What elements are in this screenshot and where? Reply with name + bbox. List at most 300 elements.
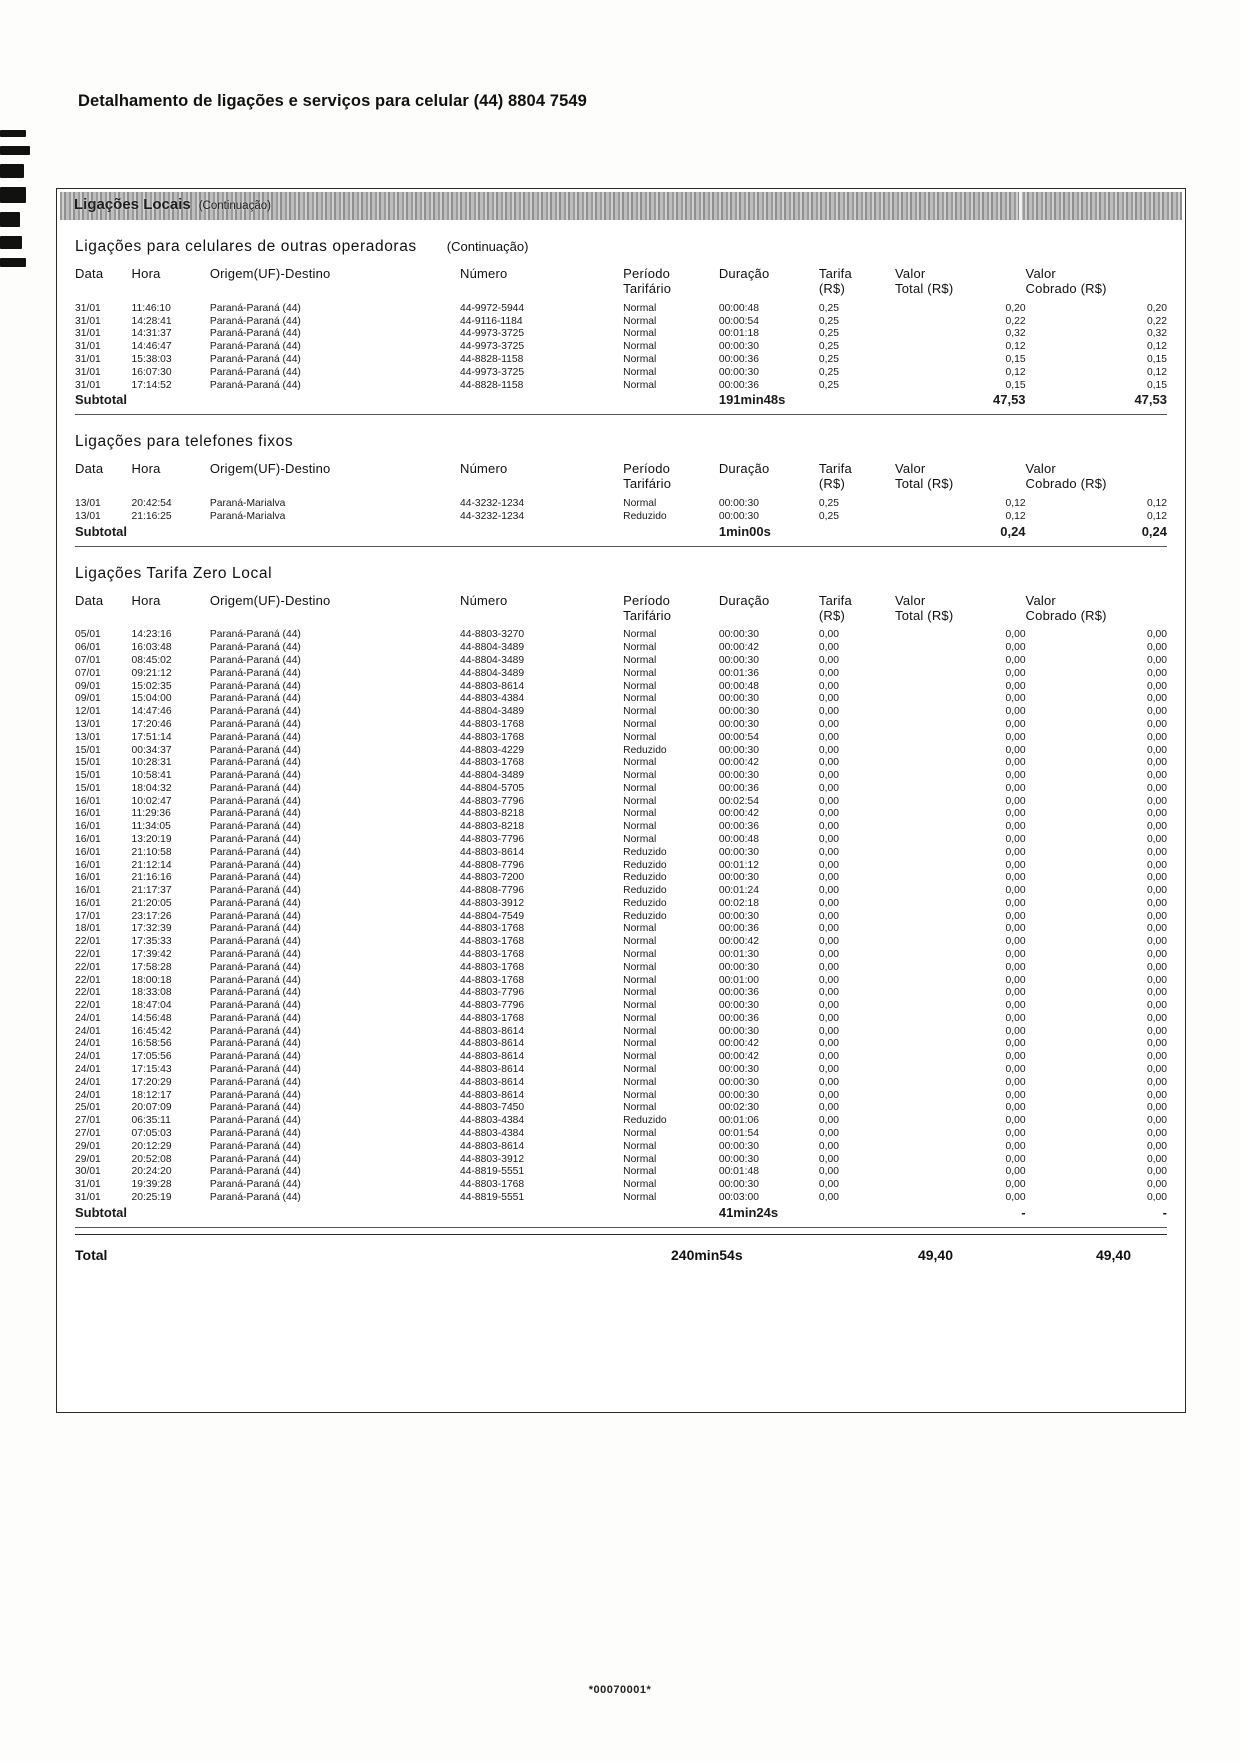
cell-per: Normal (623, 667, 657, 679)
cell-hora: 20:25:19 (131, 1191, 172, 1203)
subtotal-row (75, 1204, 1167, 1221)
cell-vtot: 0,00 (1005, 961, 1026, 973)
cell-per: Normal (623, 731, 657, 743)
cell-dur: 00:01:36 (718, 667, 759, 679)
cell-num: 44-8803-1768 (460, 923, 525, 935)
cell-num: 44-8803-1768 (460, 974, 525, 986)
cell-hora: 10:58:41 (131, 770, 172, 782)
cell-orig: Paraná-Paraná (44) (209, 354, 301, 366)
cell-data: 16/01 (75, 872, 101, 884)
cell-orig: Paraná-Paraná (44) (209, 1064, 301, 1076)
cell-per: Reduzido (623, 510, 667, 522)
cell-num: 44-8803-7450 (460, 1102, 525, 1114)
cell-dur: 00:00:30 (718, 846, 759, 858)
cell-vtot: 0,00 (1005, 693, 1026, 705)
cell-num: 44-8803-4384 (460, 1115, 525, 1127)
cell-vcob: 0,12 (1146, 341, 1167, 353)
cell-num: 44-8803-7796 (460, 987, 525, 999)
cell-orig: Paraná-Paraná (44) (209, 680, 301, 692)
cell-vtot: 0,00 (1005, 1153, 1026, 1165)
cell-vtot: 0,00 (1005, 629, 1026, 641)
grand-total-row (75, 1247, 1167, 1263)
cell-dur: 00:00:30 (718, 510, 759, 522)
cell-vtot: 0,00 (1005, 1140, 1026, 1152)
cell-orig: Paraná-Paraná (44) (209, 1076, 301, 1088)
cell-tar: 0,00 (818, 1102, 839, 1114)
table-row (75, 718, 1167, 731)
cell-hora: 17:58:28 (131, 961, 172, 973)
cell-data: 25/01 (75, 1102, 101, 1114)
cell-vtot: 0,00 (1005, 706, 1026, 718)
section-band-local-calls (60, 192, 1182, 220)
table-row (75, 859, 1167, 872)
section-heading (75, 238, 1185, 256)
cell-tar: 0,00 (818, 1076, 839, 1088)
col-header-valor-total: Valor Total (R$) (895, 266, 954, 296)
cell-tar: 0,00 (818, 961, 839, 973)
cell-orig: Paraná-Paraná (44) (209, 846, 301, 858)
cell-hora: 18:33:08 (131, 987, 172, 999)
cell-vcob: 0,00 (1146, 731, 1167, 743)
cell-tar: 0,00 (818, 731, 839, 743)
cell-dur: 00:01:18 (718, 328, 759, 340)
cell-vcob: 0,00 (1146, 961, 1167, 973)
cell-orig: Paraná-Paraná (44) (209, 859, 301, 871)
col-header-hora: Hora (131, 266, 161, 281)
cell-vtot: 0,00 (1005, 655, 1026, 667)
cell-vtot: 0,12 (1005, 366, 1026, 378)
cell-dur: 00:00:54 (718, 731, 759, 743)
table-row (75, 961, 1167, 974)
cell-per: Normal (623, 642, 657, 654)
cell-hora: 16:07:30 (131, 366, 172, 378)
cell-data: 24/01 (75, 1025, 101, 1037)
cell-vcob: 0,00 (1146, 1076, 1167, 1088)
cell-dur: 00:00:30 (718, 341, 759, 353)
cell-hora: 10:28:31 (131, 757, 172, 769)
cell-vtot: 0,00 (1005, 731, 1026, 743)
cell-orig: Paraná-Paraná (44) (209, 897, 301, 909)
cell-num: 44-8803-1768 (460, 949, 525, 961)
table-row (75, 871, 1167, 884)
cell-data: 18/01 (75, 923, 101, 935)
cell-orig: Paraná-Paraná (44) (209, 693, 301, 705)
cell-data: 24/01 (75, 1012, 101, 1024)
cell-per: Normal (623, 718, 657, 730)
cell-tar: 0,00 (818, 629, 839, 641)
cell-per: Normal (623, 655, 657, 667)
cell-tar: 0,00 (818, 1000, 839, 1012)
cell-per: Normal (623, 1127, 657, 1139)
col-header-origem: Origem(UF)-Destino (209, 266, 331, 281)
table-row (75, 1191, 1167, 1204)
table-row (75, 1038, 1167, 1051)
cell-tar: 0,25 (818, 379, 839, 391)
cell-vtot: 0,00 (1005, 910, 1026, 922)
subtotal-vcob: 47,53 (1134, 392, 1167, 408)
cell-tar: 0,00 (818, 655, 839, 667)
col-header-periodo: Período Tarifário (623, 461, 672, 492)
cell-per: Normal (623, 808, 657, 820)
cell-vtot: 0,00 (1005, 1102, 1026, 1114)
cell-num: 44-8803-8614 (460, 1025, 525, 1037)
cell-per: Reduzido (623, 1115, 667, 1127)
subtotal-hora (132, 391, 210, 408)
cell-orig: Paraná-Paraná (44) (209, 833, 301, 845)
cell-vtot: 0,00 (1005, 936, 1026, 948)
table-row (75, 846, 1167, 859)
col-header-data: Data (75, 592, 104, 608)
cell-num: 44-8808-7796 (460, 885, 525, 897)
cell-orig: Paraná-Paraná (44) (209, 1166, 301, 1178)
cell-data: 24/01 (75, 1076, 101, 1088)
col-header-valor-cobrado: Valor Cobrado (R$) (1025, 266, 1107, 296)
cell-vtot: 0,00 (1005, 846, 1026, 858)
cell-vcob: 0,00 (1146, 846, 1167, 858)
cell-num: 44-8803-7200 (460, 872, 525, 884)
table-row (75, 986, 1167, 999)
band-continuation: (Continuação) (198, 200, 271, 212)
cell-vcob: 0,22 (1146, 315, 1167, 327)
cell-data: 22/01 (75, 936, 101, 948)
subtotal-row (75, 391, 1167, 408)
subtotal-data: Subtotal (75, 523, 127, 539)
table-row (75, 744, 1167, 757)
cell-tar: 0,00 (818, 795, 839, 807)
cell-per: Normal (623, 706, 657, 718)
cell-orig: Paraná-Paraná (44) (209, 1127, 301, 1139)
cell-vtot: 0,22 (1005, 315, 1026, 327)
table-row (75, 897, 1167, 910)
subtotal-dur: 41min24s (718, 1204, 779, 1220)
cell-tar: 0,00 (818, 910, 839, 922)
cell-num: 44-8803-3270 (460, 629, 525, 641)
table-row (75, 680, 1167, 693)
cell-hora: 21:16:25 (131, 510, 172, 522)
cell-dur: 00:02:54 (718, 795, 759, 807)
cell-per: Normal (623, 757, 657, 769)
cell-orig: Paraná-Paraná (44) (209, 1038, 301, 1050)
cell-tar: 0,00 (818, 987, 839, 999)
sections-container (57, 238, 1185, 1228)
cell-orig: Paraná-Paraná (44) (209, 655, 301, 667)
cell-tar: 0,00 (818, 1064, 839, 1076)
cell-vcob: 0,00 (1146, 1000, 1167, 1012)
subtotal-orig (210, 523, 460, 540)
cell-hora: 20:42:54 (131, 498, 172, 510)
cell-dur: 00:00:48 (718, 833, 759, 845)
table-row (75, 731, 1167, 744)
table-row (75, 1153, 1167, 1166)
cell-orig: Paraná-Paraná (44) (209, 808, 301, 820)
cell-vtot: 0,32 (1005, 328, 1026, 340)
cell-vtot: 0,15 (1005, 354, 1026, 366)
cell-orig: Paraná-Paraná (44) (209, 302, 301, 314)
cell-vcob: 0,00 (1146, 1127, 1167, 1139)
table-row (75, 974, 1167, 987)
cell-vcob: 0,00 (1146, 655, 1167, 667)
cell-vcob: 0,00 (1146, 1166, 1167, 1178)
cell-orig: Paraná-Paraná (44) (209, 770, 301, 782)
cell-dur: 00:00:36 (718, 923, 759, 935)
cell-dur: 00:00:48 (718, 302, 759, 314)
cell-num: 44-8803-1768 (460, 731, 525, 743)
cell-tar: 0,00 (818, 846, 839, 858)
cell-hora: 16:45:42 (131, 1025, 172, 1037)
cell-vcob: 0,12 (1146, 510, 1167, 522)
col-header-tarifa: Tarifa (R$) (818, 461, 852, 492)
cell-per: Reduzido (623, 910, 667, 922)
cell-dur: 00:01:30 (718, 949, 759, 961)
page-title: Detalhamento de ligações e serviços para celular (44) 8804 7549 (78, 92, 587, 110)
cell-num: 44-9116-1184 (460, 315, 523, 327)
cell-per: Normal (623, 1038, 657, 1050)
subtotal-dur: 191min48s (718, 392, 786, 408)
cell-tar: 0,00 (818, 833, 839, 845)
cell-hora: 21:10:58 (131, 846, 172, 858)
cell-hora: 09:21:12 (131, 667, 172, 679)
cell-data: 29/01 (75, 1140, 101, 1152)
col-header-numero: Número (460, 461, 508, 477)
cell-vcob: 0,00 (1146, 1089, 1167, 1101)
cell-data: 17/01 (75, 910, 101, 922)
cell-data: 31/01 (75, 1179, 101, 1191)
cell-vtot: 0,00 (1005, 1051, 1026, 1063)
cell-hora: 14:47:46 (131, 706, 172, 718)
cell-dur: 00:00:30 (718, 693, 759, 705)
cell-vtot: 0,00 (1005, 897, 1026, 909)
cell-vcob: 0,00 (1146, 923, 1167, 935)
cell-hora: 17:35:33 (131, 936, 172, 948)
section-separator (75, 414, 1167, 415)
cell-vtot: 0,00 (1005, 718, 1026, 730)
cell-tar: 0,25 (818, 510, 839, 522)
cell-hora: 15:04:00 (131, 693, 172, 705)
cell-per: Normal (623, 341, 657, 353)
cell-vtot: 0,00 (1005, 1127, 1026, 1139)
cell-vtot: 0,00 (1005, 923, 1026, 935)
cell-num: 44-9972-5944 (460, 302, 525, 314)
cell-data: 31/01 (75, 354, 101, 366)
cell-orig: Paraná-Paraná (44) (209, 706, 301, 718)
cell-orig: Paraná-Paraná (44) (209, 1102, 301, 1114)
cell-num: 44-8819-5551 (460, 1166, 525, 1178)
col-header-numero: Número (460, 592, 508, 608)
cell-tar: 0,00 (818, 782, 839, 794)
subtotal-orig (210, 391, 460, 408)
table-row (75, 667, 1167, 680)
cell-per: Normal (623, 498, 657, 510)
col-header-data: Data (75, 266, 104, 281)
cell-orig: Paraná-Paraná (44) (209, 1140, 301, 1152)
table-row (75, 1127, 1167, 1140)
table-row (75, 1102, 1167, 1115)
cell-vcob: 0,00 (1146, 718, 1167, 730)
table-row (75, 833, 1167, 846)
total-valor-total: 49,40 (917, 1246, 953, 1263)
cell-data: 13/01 (75, 498, 101, 510)
cell-vtot: 0,00 (1005, 987, 1026, 999)
cell-num: 44-8803-8614 (460, 1076, 525, 1088)
cell-data: 24/01 (75, 1064, 101, 1076)
cell-per: Normal (623, 1000, 657, 1012)
cell-orig: Paraná-Marialva (209, 498, 286, 510)
cell-dur: 00:02:18 (718, 897, 759, 909)
cell-data: 24/01 (75, 1089, 101, 1101)
cell-num: 44-8804-5705 (460, 782, 525, 794)
cell-orig: Paraná-Paraná (44) (209, 872, 301, 884)
cell-data: 16/01 (75, 808, 101, 820)
cell-dur: 00:00:36 (718, 987, 759, 999)
table-header-row (75, 461, 1167, 497)
table-header-row (75, 266, 1167, 302)
cell-hora: 17:14:52 (131, 379, 172, 391)
subtotal-hora (132, 523, 210, 540)
cell-orig: Paraná-Paraná (44) (209, 744, 301, 756)
cell-orig: Paraná-Paraná (44) (209, 366, 301, 378)
cell-vtot: 0,00 (1005, 833, 1026, 845)
cell-per: Normal (623, 961, 657, 973)
cell-hora: 21:17:37 (131, 885, 172, 897)
total-separator (75, 1234, 1167, 1235)
cell-per: Normal (623, 770, 657, 782)
cell-num: 44-8803-8614 (460, 846, 525, 858)
cell-num: 44-3232-1234 (460, 498, 525, 510)
cell-dur: 00:01:12 (718, 859, 759, 871)
cell-data: 16/01 (75, 885, 101, 897)
cell-orig: Paraná-Paraná (44) (209, 1115, 301, 1127)
cell-dur: 00:00:30 (718, 961, 759, 973)
cell-dur: 00:00:36 (718, 379, 759, 391)
cell-tar: 0,25 (818, 328, 839, 340)
cell-data: 31/01 (75, 379, 101, 391)
table-row (75, 782, 1167, 795)
cell-per: Reduzido (623, 744, 667, 756)
cell-hora: 15:02:35 (131, 680, 172, 692)
cell-dur: 00:00:42 (718, 1051, 759, 1063)
cell-vcob: 0,00 (1146, 795, 1167, 807)
table-row (75, 1140, 1167, 1153)
cell-tar: 0,00 (818, 949, 839, 961)
total-label: Total (75, 1246, 108, 1263)
cell-num: 44-8804-3489 (460, 706, 525, 718)
cell-num: 44-3232-1234 (460, 510, 525, 522)
cell-tar: 0,00 (818, 974, 839, 986)
cell-num: 44-8803-4229 (460, 744, 525, 756)
cell-hora: 15:38:03 (131, 354, 172, 366)
cell-vtot: 0,12 (1005, 341, 1026, 353)
cell-tar: 0,00 (818, 706, 839, 718)
cell-vcob: 0,00 (1146, 910, 1167, 922)
cell-per: Normal (623, 1089, 657, 1101)
cell-vcob: 0,00 (1146, 642, 1167, 654)
cell-data: 31/01 (75, 315, 101, 327)
table-row (75, 769, 1167, 782)
cell-vcob: 0,00 (1146, 667, 1167, 679)
cell-orig: Paraná-Paraná (44) (209, 949, 301, 961)
cell-vtot: 0,00 (1005, 821, 1026, 833)
cell-tar: 0,25 (818, 341, 839, 353)
cell-vtot: 0,00 (1005, 1076, 1026, 1088)
cell-per: Reduzido (623, 885, 667, 897)
cell-vcob: 0,00 (1146, 808, 1167, 820)
cell-num: 44-9973-3725 (460, 341, 525, 353)
cell-hora: 23:17:26 (131, 910, 172, 922)
cell-num: 44-8803-7796 (460, 1000, 525, 1012)
subtotal-row (75, 523, 1167, 540)
col-header-tarifa: Tarifa (R$) (818, 592, 852, 623)
cell-vtot: 0,00 (1005, 1166, 1026, 1178)
cell-per: Normal (623, 354, 657, 366)
table-row (75, 315, 1167, 328)
cell-hora: 18:47:04 (131, 1000, 172, 1012)
cell-tar: 0,00 (818, 1089, 839, 1101)
table-row (75, 1050, 1167, 1063)
subtotal-per (623, 391, 719, 408)
cell-hora: 11:34:05 (131, 821, 171, 833)
cell-dur: 00:01:06 (718, 1115, 759, 1127)
cell-dur: 00:00:30 (718, 498, 759, 510)
cell-vcob: 0,00 (1146, 757, 1167, 769)
cell-vcob: 0,00 (1146, 1064, 1167, 1076)
col-header-valor-cobrado: Valor Cobrado (R$) (1025, 592, 1107, 623)
cell-num: 44-8828-1158 (460, 379, 524, 391)
cell-vcob: 0,00 (1146, 693, 1167, 705)
cell-vcob: 0,00 (1146, 872, 1167, 884)
subtotal-vcob: - (1162, 1204, 1167, 1220)
table-row (75, 379, 1167, 392)
cell-tar: 0,00 (818, 1038, 839, 1050)
cell-dur: 00:00:30 (718, 1064, 759, 1076)
cell-num: 44-8803-1768 (460, 757, 525, 769)
cell-vtot: 0,00 (1005, 770, 1026, 782)
table-row (75, 497, 1167, 510)
cell-vcob: 0,00 (1146, 936, 1167, 948)
cell-hora: 14:23:16 (131, 629, 172, 641)
cell-vcob: 0,15 (1146, 379, 1167, 391)
cell-tar: 0,00 (818, 885, 839, 897)
cell-vtot: 0,00 (1005, 782, 1026, 794)
cell-data: 13/01 (75, 510, 101, 522)
cell-dur: 00:00:42 (718, 808, 759, 820)
cell-orig: Paraná-Paraná (44) (209, 885, 301, 897)
cell-hora: 06:35:11 (131, 1115, 171, 1127)
cell-dur: 00:01:54 (718, 1127, 759, 1139)
cell-orig: Paraná-Paraná (44) (209, 341, 301, 353)
cell-data: 15/01 (75, 744, 101, 756)
cell-per: Normal (623, 1025, 657, 1037)
cell-vcob: 0,00 (1146, 629, 1167, 641)
cell-tar: 0,00 (818, 872, 839, 884)
cell-hora: 17:51:14 (131, 731, 172, 743)
table-row (75, 820, 1167, 833)
cell-tar: 0,00 (818, 1191, 839, 1203)
cell-vtot: 0,00 (1005, 1191, 1026, 1203)
cell-orig: Paraná-Paraná (44) (209, 1153, 301, 1165)
cell-orig: Paraná-Paraná (44) (209, 1179, 301, 1191)
section-subtitle: (Continuação) (446, 239, 529, 254)
subtotal-hora (132, 1204, 210, 1221)
cell-data: 31/01 (75, 302, 101, 314)
cell-tar: 0,00 (818, 1153, 839, 1165)
col-header-hora: Hora (131, 592, 161, 608)
cell-per: Normal (623, 821, 657, 833)
section-separator (75, 1227, 1167, 1228)
cell-dur: 00:02:30 (718, 1102, 759, 1114)
cell-per: Normal (623, 1179, 657, 1191)
calls-table (75, 266, 1167, 408)
cell-data: 13/01 (75, 731, 101, 743)
